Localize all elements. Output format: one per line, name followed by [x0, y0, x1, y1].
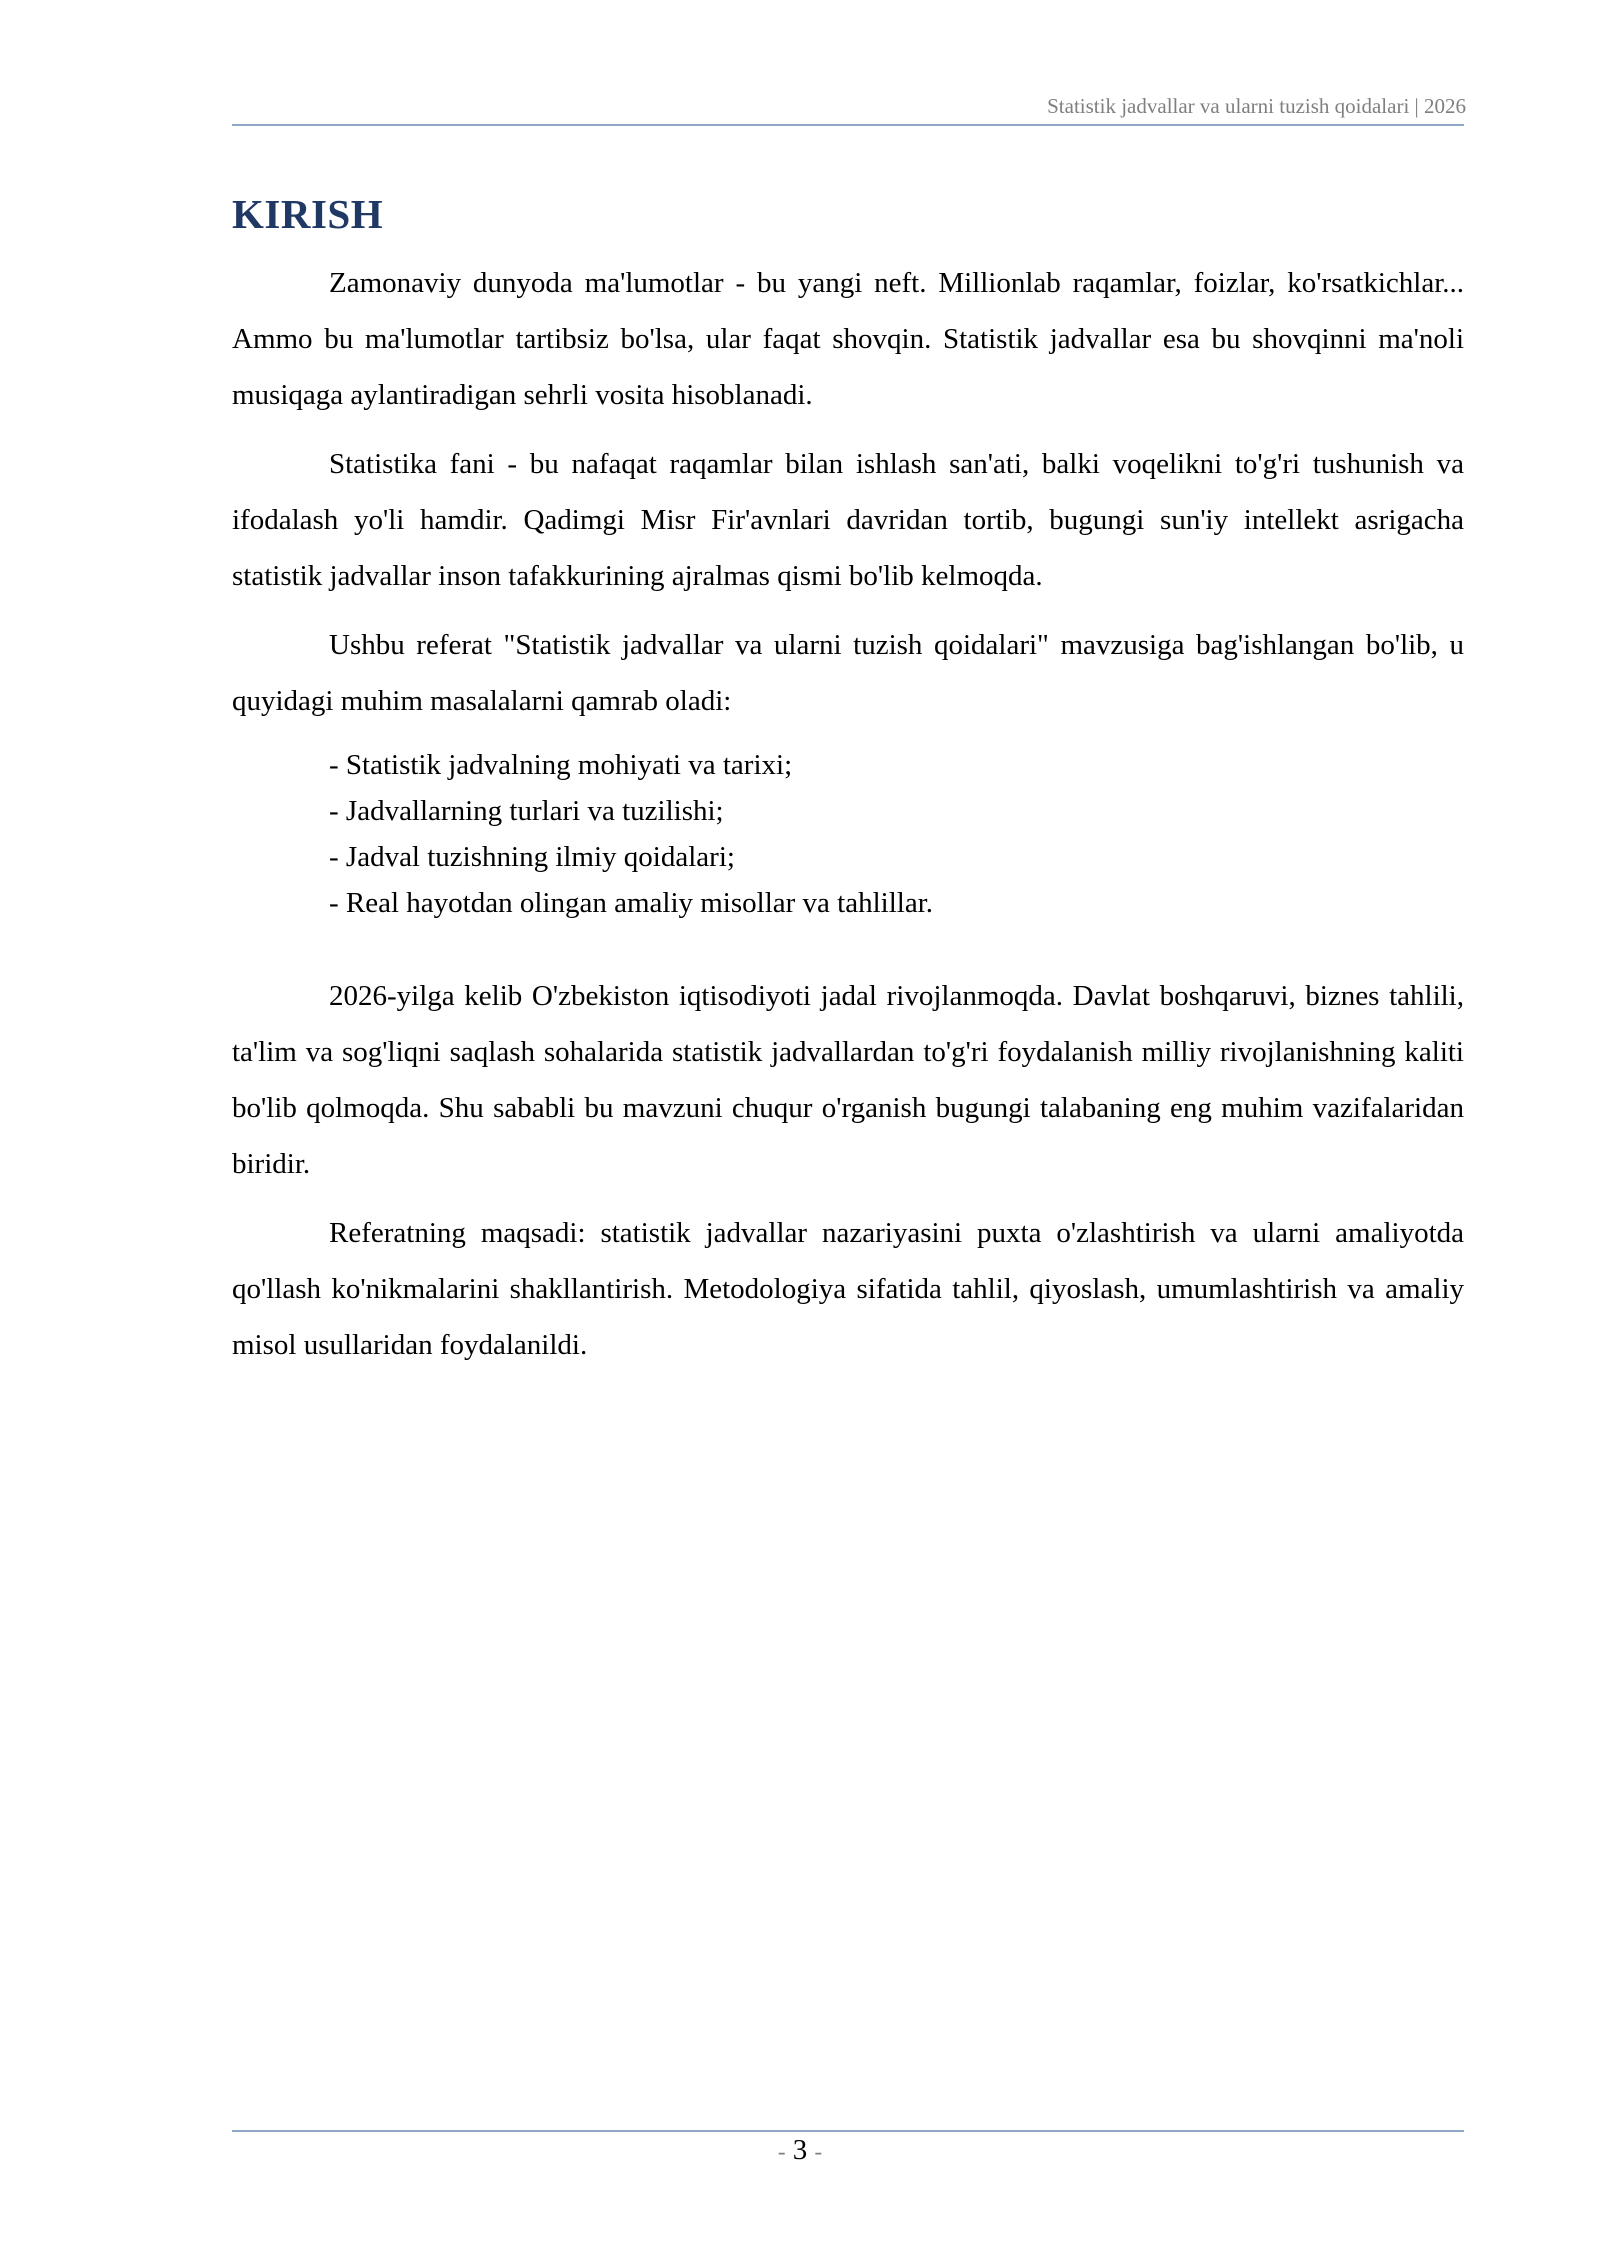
- page-number-value: 3: [792, 2134, 808, 2166]
- header-divider: [232, 124, 1464, 126]
- list-item: - Jadvallarning turlari va tuzilishi;: [329, 795, 724, 827]
- section-title: KIRISH: [232, 191, 384, 237]
- section-body: [232, 255, 1464, 1386]
- paragraph-goal: Referatning maqsadi: statistik jadvallar nazariyasini puxta o'zlashtirish va ularni amaliyotda qo'llash ko'nikmalarini shakllantirish. Metodologiya sifatida tahlil, qiyoslash, umumlashtirish va amaliy misol usullaridan foydalanildi.: [232, 1217, 1464, 1361]
- paragraph-uzbekistan: 2026-yilga kelib O'zbekiston iqtisodiyoti jadal rivojlanmoqda. Davlat boshqaruvi, biznes tahlili, ta'lim va sog'liqni saqlash sohalarida statistik jadvallardan to'g'ri foydalanish milliy rivojlanishning kaliti bo'lib qolmoqda. Shu sababli bu mavzuni chuqur o'rganish bugungi talabaning eng muhim vazifalaridan biridir.: [232, 980, 1464, 1180]
- list-item: - Real hayotdan olingan amaliy misollar va tahlillar.: [329, 887, 934, 919]
- page-number-dash-left: -: [777, 2139, 786, 2164]
- page-number-dash-right: -: [814, 2139, 823, 2164]
- running-header: Statistik jadvallar va ularni tuzish qoidalari | 2026: [1047, 94, 1466, 118]
- paragraph-topic: Ushbu referat "Statistik jadvallar va ularni tuzish qoidalari" mavzusiga bag'ishlangan bo'lib, u quyidagi muhim masalalarni qamrab oladi:: [232, 629, 1464, 717]
- list-item: - Statistik jadvalning mohiyati va tarixi;: [329, 749, 793, 781]
- list-item: - Jadval tuzishning ilmiy qoidalari;: [329, 841, 735, 873]
- paragraph-intro: Zamonaviy dunyoda ma'lumotlar - bu yangi neft. Millionlab raqamlar, foizlar, ko'rsatkichlar... Ammo bu ma'lumotlar tartibsiz bo'lsa, ular faqat shovqin. Statistik jadvallar esa bu shovqinni ma'noli musiqaga aylantiradigan sehrli vosita hisoblanadi.: [232, 267, 1464, 411]
- paragraph-statistics: Statistika fani - bu nafaqat raqamlar bilan ishlash san'ati, balki voqelikni to'g'ri tushunish va ifodalash yo'li hamdir. Qadimgi Misr Fir'avnlari davridan tortib, bugungi sun'iy intellekt asrigacha statistik jadvallar inson tafakkurining ajralmas qismi bo'lib kelmoqda.: [232, 448, 1464, 592]
- page-number: [0, 2134, 1600, 2167]
- footer-divider: [232, 2130, 1464, 2132]
- topics-list: [232, 742, 1464, 926]
